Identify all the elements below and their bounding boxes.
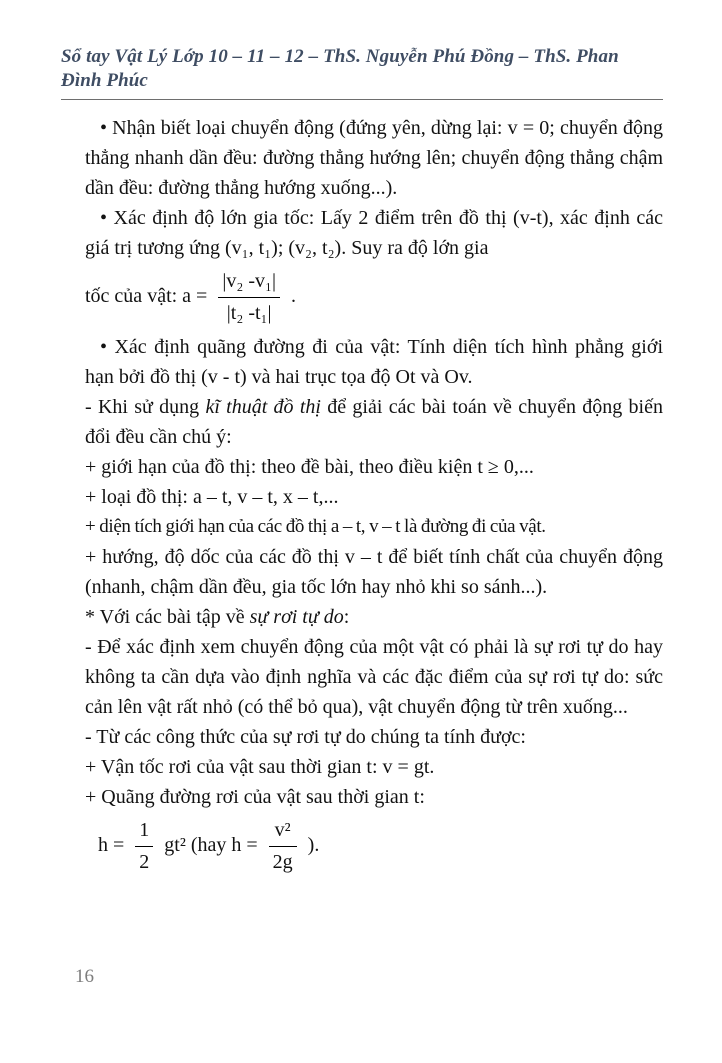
fraction-numerator: |v₂ -v₁|: [218, 268, 280, 298]
formula-freefall-height: [98, 814, 663, 879]
graph-technique-post: để giải các bài toán về chuyển động biến đổi đều cần chú ý:: [85, 396, 663, 448]
header-title: Sổ tay Vật Lý Lớp 10 – 11 – 12 – ThS. Nguyễn Phú Đồng – ThS. Phan Đình Phúc: [61, 46, 619, 91]
fraction-v-squared-over-2g: [269, 817, 297, 876]
paragraph-freefall-formulas: - Từ các công thức của sự rơi tự do chúng ta tính được:: [85, 726, 526, 748]
paragraph-graph-types: + loại đồ thị: a – t, v – t, x – t,...: [85, 486, 339, 508]
formula-acceleration-prefix: tốc của vật: a =: [85, 285, 213, 308]
page-content: [85, 113, 663, 879]
freefall-heading-post: :: [343, 606, 350, 628]
paragraph-motion-recognition: • Nhận biết loại chuyển động (đứng yên, dừng lại: v = 0; chuyển động thẳng nhanh dần đều: đường thẳng hướng lên; chuyển động thẳng chậm dần đều: đường thẳng hướng xuống...).: [85, 117, 663, 199]
paragraph-graph-slope: + hướng, độ dốc của các đồ thị v – t để biết tính chất của chuyển động (nhanh, chậm dần đều, gia tốc lớn hay nhỏ khi so sánh...).: [85, 546, 663, 598]
fraction-one-half: [135, 817, 153, 876]
fraction-acceleration: [218, 268, 280, 327]
fraction-denominator: 2g: [272, 851, 293, 873]
paragraph-graph-limits: + giới hạn của đồ thị: theo đề bài, theo điều kiện t ≥ 0,...: [85, 456, 534, 478]
formula-height-suffix: ).: [302, 834, 320, 857]
running-header: [61, 45, 663, 100]
fraction-denominator: 2: [139, 851, 150, 873]
graph-technique-italic: kĩ thuật đồ thị: [205, 396, 321, 418]
paragraph-freefall-heading: [85, 602, 663, 632]
formula-height-pre: h =: [98, 834, 130, 857]
freefall-heading-italic: sự rơi tự do: [249, 606, 344, 628]
paragraph-acceleration-magnitude: • Xác định độ lớn gia tốc: Lấy 2 điểm trên đồ thị (v-t), xác định các giá trị tương ứng (v₁, t₁); (v₂, t₂). Suy ra độ lớn gia: [85, 207, 663, 259]
paragraph-freefall-definition: - Để xác định xem chuyển động của một vật có phải là sự rơi tự do hay không ta cần dựa vào định nghĩa và các đặc điểm của sự rơi tự do: sức cản lên vật rất nhỏ (có thể bỏ qua), vật chuyển động từ trên xuống...: [85, 636, 663, 718]
paragraph-distance: • Xác định quãng đường đi của vật: Tính diện tích hình phẳng giới hạn bởi đồ thị (v - t) và hai trục tọa độ Ot và Ov.: [85, 336, 663, 388]
page-number: 16: [75, 966, 94, 987]
fraction-numerator: 1: [135, 817, 153, 847]
fraction-numerator: v²: [269, 817, 297, 847]
formula-acceleration-suffix: .: [285, 285, 296, 308]
paragraph-graph-technique: [85, 392, 663, 452]
formula-height-mid: gt² (hay h =: [159, 834, 263, 857]
paragraph-graph-area: + diện tích giới hạn của các đồ thị a – t, v – t là đường đi của vật.: [85, 516, 546, 537]
formula-acceleration: [85, 265, 663, 330]
page-footer: [75, 966, 94, 988]
paragraph-freefall-distance: + Quãng đường rơi của vật sau thời gian t:: [85, 786, 425, 808]
graph-technique-pre: - Khi sử dụng: [85, 396, 206, 418]
paragraph-freefall-velocity: + Vận tốc rơi của vật sau thời gian t: v = gt.: [85, 756, 435, 778]
fraction-denominator: |t₂ -t₁|: [226, 302, 272, 324]
freefall-heading-pre: * Với các bài tập về: [85, 606, 250, 628]
